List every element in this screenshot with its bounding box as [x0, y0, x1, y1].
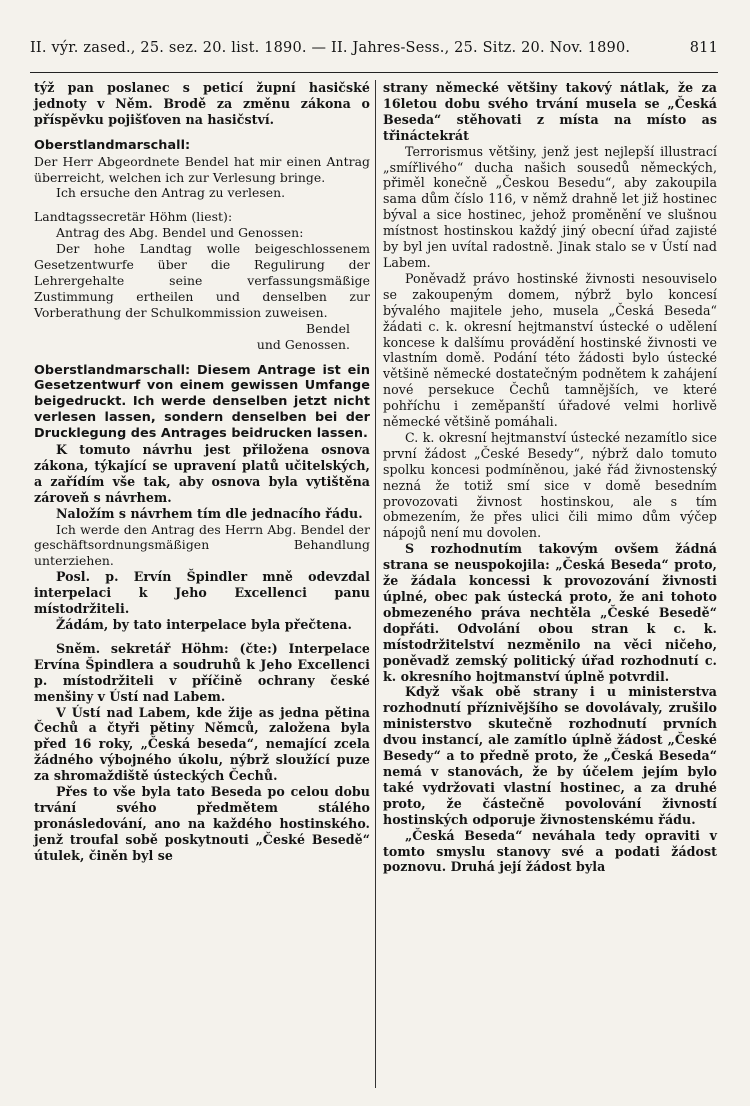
header-title: II. výr. zased., 25. sez. 20. list. 1890. — II. Jahres-Sess., 25. Sitz. 20. Nov. 1890. — [30, 40, 631, 56]
header-rule — [30, 72, 718, 73]
paragraph: K tomuto návrhu jest přiložena osnova zákona, týkající se upravení platů učitelských, a zařídím vše tak, aby osnova byla vytištěna zároveň s návrhem. — [34, 442, 370, 505]
paragraph: S rozhodnutím takovým ovšem žádná strana se neuspokojila: „Česká Beseda“ proto, že žádala koncessi k provozování živnosti úplné, obec pak ústecká proto, že ani tohoto obmezeného práva nechtěla „České Besedě“ dopřáti. Odvolání obou stran k c. k. místodržitelství nezměnilo na věci ničeho, poněvadž zemský politický úřad rozhodnutí c. k. okresního hojtmanství úplně potvrdil. — [383, 541, 717, 684]
column-divider — [375, 80, 376, 1088]
paragraph: Když však obě strany i u ministerstva rozhodnutí příznivějšího se dovolávaly, zrušilo ministerstvo skutečně rozhodnutí prvních dvou instancí, ale zamítlo úplně žádost „České Besedy“ a to předně proto, že „Česká Beseda“ nemá v stanovách, že by účelem jejím bylo také vydržovati vlastní hostinec, a za druhé proto, že částečně povolování živností hostinských odporuje živnostenskému řádu. — [383, 684, 717, 827]
paragraph: „Česká Beseda“ neváhala tedy opraviti v tomto smyslu stanovy své a podati žádost poznovu. Druhá její žádost byla — [383, 827, 717, 875]
paragraph: Terrorismus většiny, jenž jest nejlepší illustrací „smířlivého“ ducha našich sousedů německých, přiměl konečně „Českou Besedu“, aby zakoupila sama dům číslo 116, v němž drahně let již hostinec býval a sice hostinec, jehož proměnění ve slušnou místnost hostinskou každý jiný obecní úřad zajisté by byl jen uvítal radostně. Jinak stalo se v Ústí nad Labem. — [383, 143, 717, 270]
paragraph: strany německé většiny takový nátlak, že za 16letou dobu svého trvání musela se „Česká Beseda“ stěhovati z místa na místo as třináctekrát — [383, 80, 717, 143]
paragraph: Poněvadž právo hostinské živnosti nesouviselo se zakoupeným domem, nýbrž bylo koncesí bývalého majitele jeho, musela „Česká Beseda“ žádati c. k. okresní hejtmanství ústecké o udělení koncese k dalšímu provádění hostinské živnosti ve vlastním domě. Podání této žádosti bylo ústecké většině německé dostatečným podnětem k zahájení nové persekuce Čechů tamnějších, ve které pohříchu i zeměpanští úřadové velmi horlivě německé většině pomáhali. — [383, 270, 717, 430]
paragraph: týž pan poslanec s peticí župní hasičské jednoty v Něm. Brodě za změnu zákona o příspěvku pojišťoven na hasičství. — [34, 80, 370, 127]
paragraph: Der hohe Landtag wolle beigeschlossenem Gesetzentwurfe über die Regulirung der Lehrergehalte seine verfassungsmäßige Zustimmung ertheilen und denselben zur Vorberathung der Schulkommission zuweisen. — [34, 241, 370, 320]
paragraph: Žádám, by tato interpelace byla přečtena. — [56, 617, 352, 632]
paragraph: Sněm. sekretář Höhm: (čte:) Interpelace Ervína Špindlera a soudruhů k Jeho Excellenci p. místodržiteli v příčině ochrany české menšiny v Ústí nad Labem. — [34, 640, 370, 704]
paragraph: Landtagssecretär Höhm (liest): — [34, 209, 233, 225]
paragraph: V Ústí nad Labem, kde žije as jedna pětina Čechů a čtyři pětiny Němců, založena byla před 16 roky, „Česká beseda“, nemající zcela žádného výbojného úkolu, nýbrž sloužící puze za shromaždiště ústeckých Čechů. — [34, 704, 370, 784]
paragraph: Oberstlandmarschall: Diesem Antrage ist ein Gesetzentwurf von einem gewissen Umfange beigedruckt. Ich werde denselben jetzt nicht verlesen lassen, sondern denselben bei der Drucklegung des Antrages beidrucken lassen. — [34, 362, 370, 442]
paragraph: Posl. p. Ervín Špindler mně odevzdal interpelaci k Jeho Excellenci panu místodržiteli. — [34, 569, 370, 617]
paragraph: Der Herr Abgeordnete Bendel hat mir einen Antrag überreicht, welchen ich zur Verlesung bringe. — [34, 153, 370, 185]
paragraph: Ich ersuche den Antrag zu verlesen. — [56, 185, 286, 201]
page-number: 811 — [689, 40, 718, 56]
left-column — [34, 80, 370, 864]
paragraph: Antrag des Abg. Bendel und Genossen: — [56, 225, 304, 241]
paragraph: Bendel — [306, 320, 350, 336]
page-header — [30, 40, 718, 68]
paragraph: Přes to vše byla tato Beseda po celou dobu trvání svého předmětem stálého pronásledování, ano na každého hostinského. jenž troufal sobě poskytnouti „České Besedě“ útulek, činěn byl se — [34, 784, 370, 863]
paragraph: Ich werde den Antrag des Herrn Abg. Bendel der geschäftsordnungsmäßigen Behandlung unterziehen. — [34, 521, 370, 569]
paragraph: Oberstlandmarschall: — [34, 137, 191, 153]
paragraph: Naložím s návrhem tím dle jednacího řádu. — [56, 505, 363, 521]
paragraph: C. k. okresní hejtmanství ústecké nezamítlo sice první žádost „České Besedy“, nýbrž dalo tomuto spolku koncesi podmíněnou, jaké řád živnostenský nezná že totiž smí sice v domě besedním provozovati živnost hostinskou, ale s tím obmezením, že přes ulici čili mimo dům výčep nápojů není mu dovolen. — [383, 429, 717, 541]
right-column — [383, 80, 717, 875]
paragraph: und Genossen. — [256, 336, 350, 352]
